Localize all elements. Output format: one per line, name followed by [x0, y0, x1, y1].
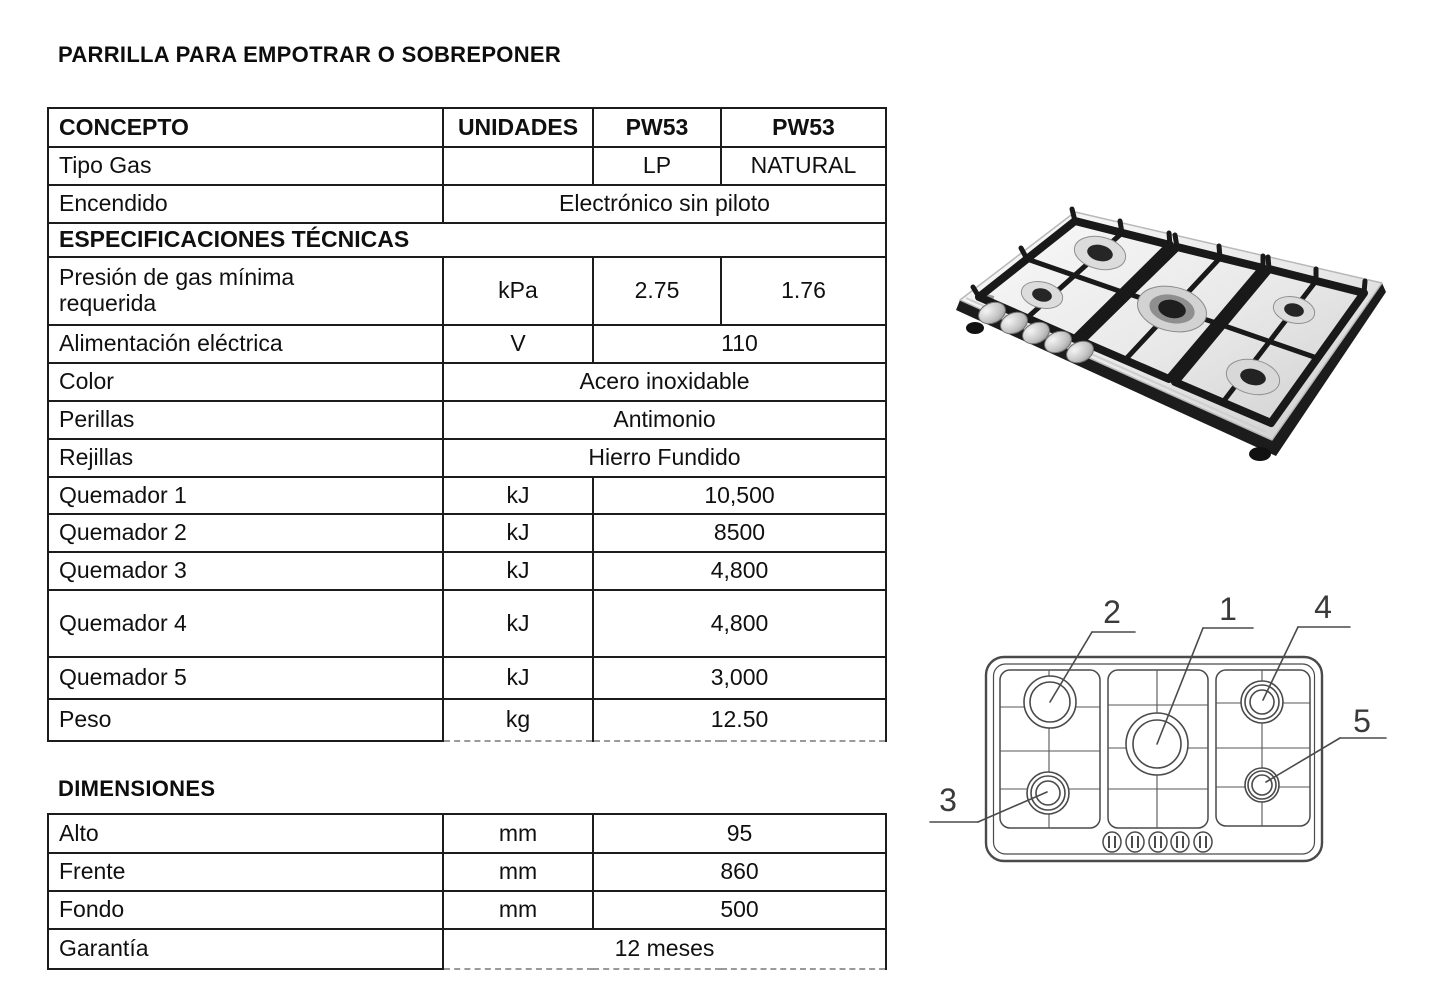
- table-row-quemador-1: [48, 477, 886, 514]
- dimensiones-table: [47, 813, 887, 970]
- cell-tipo-gas-natural: NATURAL: [721, 147, 886, 185]
- cell-quemador5-value: 3,000: [593, 657, 886, 699]
- diagram-knobs: [1103, 832, 1212, 852]
- diagram-burner-top-right: [1241, 681, 1283, 723]
- page-title: PARRILLA PARA EMPOTRAR O SOBREPONER: [58, 42, 562, 67]
- cell-quemador5-label: Quemador 5: [48, 657, 443, 699]
- cell-quemador3-label: Quemador 3: [48, 552, 443, 590]
- cell-frente-unidades: mm: [443, 853, 593, 891]
- cell-perillas-label: Perillas: [48, 401, 443, 439]
- dimensiones-heading: DIMENSIONES: [58, 776, 216, 801]
- diagram-label-5: 5: [1353, 703, 1371, 739]
- header-concepto: CONCEPTO: [48, 108, 443, 147]
- burner-diagram: [925, 575, 1445, 900]
- table-row-frente: [48, 853, 886, 891]
- table-row-header: [48, 108, 886, 147]
- cell-peso-unidades: kg: [443, 699, 593, 741]
- cell-color-value: Acero inoxidable: [443, 363, 886, 401]
- cell-peso-label: Peso: [48, 699, 443, 741]
- cell-perillas-value: Antimonio: [443, 401, 886, 439]
- table-row-color: [48, 363, 886, 401]
- table-row-encendido: [48, 185, 886, 223]
- cell-fondo-value: 500: [593, 891, 886, 929]
- spec-table: [47, 107, 887, 742]
- product-photo: [930, 180, 1445, 480]
- cell-quemador4-unidades: kJ: [443, 590, 593, 657]
- diagram-burner-bottom-left: [1027, 772, 1069, 814]
- cell-tipo-gas-unidades-empty: [443, 147, 593, 185]
- cell-alimentacion-label: Alimentación eléctrica: [48, 325, 443, 363]
- cell-rejillas-value: Hierro Fundido: [443, 439, 886, 477]
- cell-rejillas-label: Rejillas: [48, 439, 443, 477]
- header-pw53-lp: PW53: [593, 108, 721, 147]
- cell-garantia-label: Garantía: [48, 929, 443, 969]
- cell-encendido-label: Encendido: [48, 185, 443, 223]
- table-row-alimentacion: [48, 325, 886, 363]
- cell-color-label: Color: [48, 363, 443, 401]
- cell-encendido-value: Electrónico sin piloto: [443, 185, 886, 223]
- table-row-presion: [48, 257, 886, 325]
- table-row-perillas: [48, 401, 886, 439]
- cell-alto-unidades: mm: [443, 814, 593, 853]
- cell-quemador2-value: 8500: [593, 514, 886, 552]
- cell-alimentacion-value: 110: [593, 325, 886, 363]
- table-row-garantia: [48, 929, 886, 969]
- diagram-label-3: 3: [939, 782, 957, 818]
- table-row-peso: [48, 699, 886, 741]
- table-row-quemador-3: [48, 552, 886, 590]
- cell-quemador5-unidades: kJ: [443, 657, 593, 699]
- cell-quemador4-value: 4,800: [593, 590, 886, 657]
- cell-presion-label: Presión de gas mínima requerida: [48, 257, 443, 325]
- cell-quemador1-value: 10,500: [593, 477, 886, 514]
- section-especificaciones-tecnicas: ESPECIFICACIONES TÉCNICAS: [48, 223, 886, 257]
- cell-alto-label: Alto: [48, 814, 443, 853]
- cell-quemador4-label: Quemador 4: [48, 590, 443, 657]
- cell-tipo-gas-label: Tipo Gas: [48, 147, 443, 185]
- diagram-label-2: 2: [1103, 594, 1121, 630]
- table-row-quemador-5: [48, 657, 886, 699]
- cell-quemador1-label: Quemador 1: [48, 477, 443, 514]
- table-row-quemador-4: [48, 590, 886, 657]
- cell-garantia-value: 12 meses: [443, 929, 886, 969]
- cell-quemador1-unidades: kJ: [443, 477, 593, 514]
- cell-fondo-unidades: mm: [443, 891, 593, 929]
- diagram-label-4: 4: [1314, 589, 1332, 625]
- table-row-tipo-gas: [48, 147, 886, 185]
- cell-peso-value: 12.50: [593, 699, 886, 741]
- cell-quemador3-value: 4,800: [593, 552, 886, 590]
- cell-quemador2-unidades: kJ: [443, 514, 593, 552]
- cell-quemador2-label: Quemador 2: [48, 514, 443, 552]
- cell-frente-value: 860: [593, 853, 886, 891]
- cell-tipo-gas-lp: LP: [593, 147, 721, 185]
- table-row-section-especificaciones: [48, 223, 886, 257]
- header-unidades: UNIDADES: [443, 108, 593, 147]
- header-pw53-natural: PW53: [721, 108, 886, 147]
- table-row-rejillas: [48, 439, 886, 477]
- cell-presion-natural: 1.76: [721, 257, 886, 325]
- cell-alimentacion-unidades: V: [443, 325, 593, 363]
- cell-quemador3-unidades: kJ: [443, 552, 593, 590]
- diagram-label-1: 1: [1219, 591, 1237, 627]
- cell-frente-label: Frente: [48, 853, 443, 891]
- table-row-fondo: [48, 891, 886, 929]
- cell-presion-lp: 2.75: [593, 257, 721, 325]
- table-row-quemador-2: [48, 514, 886, 552]
- cell-alto-value: 95: [593, 814, 886, 853]
- diagram-burner-bottom-right: [1245, 768, 1279, 802]
- table-row-alto: [48, 814, 886, 853]
- cell-presion-unidades: kPa: [443, 257, 593, 325]
- cell-fondo-label: Fondo: [48, 891, 443, 929]
